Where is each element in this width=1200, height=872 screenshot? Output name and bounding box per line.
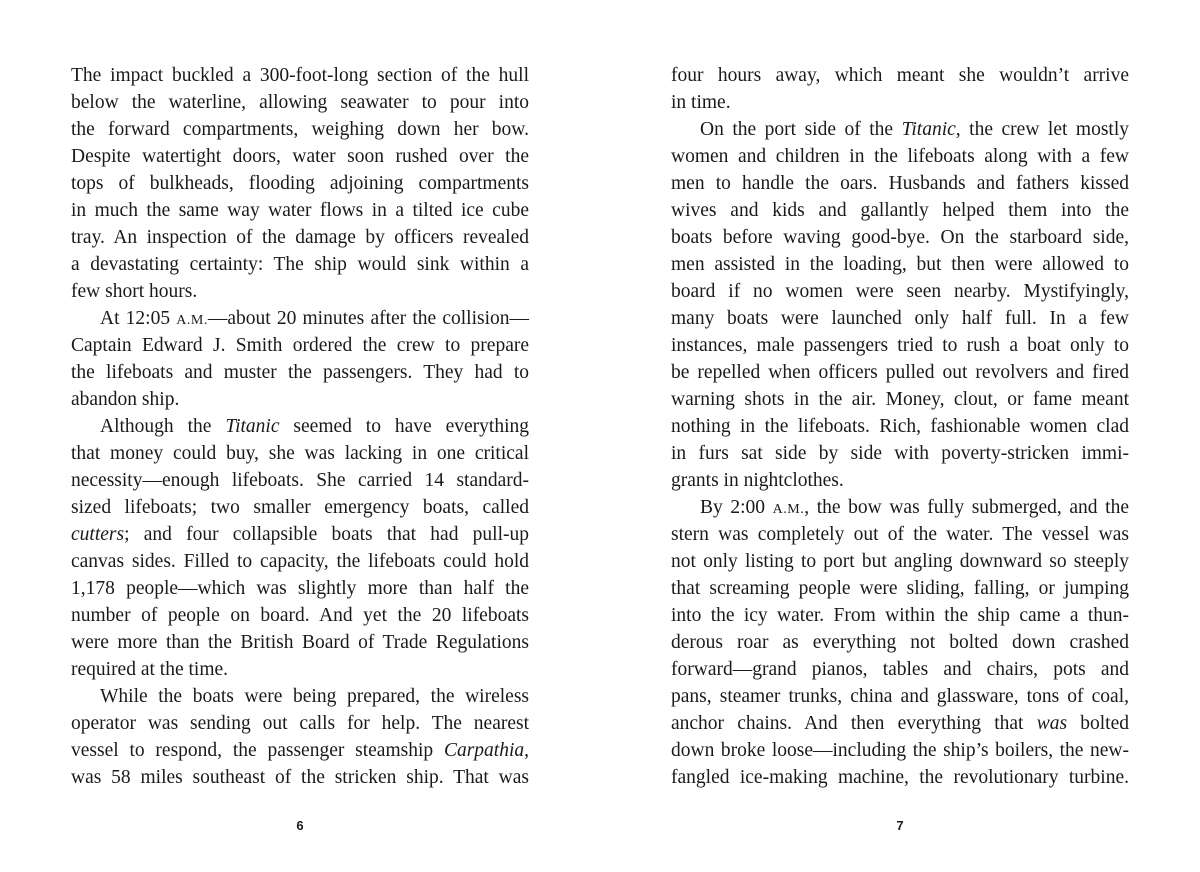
- text-run: ,: [524, 740, 529, 761]
- text-line: that screaming people were sliding, falling, or jumping: [671, 578, 1129, 599]
- text-line: [71, 737, 529, 764]
- text-line: [71, 521, 529, 548]
- text-line: canvas sides. Filled to capacity, the lifeboats could hold: [71, 551, 529, 572]
- text-line: few short hours.: [71, 281, 198, 302]
- text-line: many boats were launched only half full. In a few: [671, 308, 1129, 329]
- text-line: in furs sat side by side with poverty-stricken immi-: [671, 443, 1129, 464]
- text-line: boats before waving good-bye. On the starboard side,: [671, 227, 1129, 248]
- ship-name-italic: Titanic: [901, 119, 956, 140]
- text-line: four hours away, which meant she wouldn’t arrive: [671, 65, 1129, 86]
- text-line: necessity—enough lifeboats. She carried 14 standard-: [71, 470, 529, 491]
- text-line: the forward compartments, weighing down her bow.: [71, 119, 529, 140]
- text-run: seemed to have everything: [279, 416, 529, 437]
- text-line: The impact buckled a 300-foot-long section of the hull: [71, 65, 529, 86]
- text-line: the lifeboats and muster the passengers. They had to: [71, 362, 529, 383]
- text-run: anchor chains. And then everything that: [671, 713, 1037, 734]
- text-line: below the waterline, allowing seawater to pour into: [71, 92, 529, 113]
- text-line: tray. An inspection of the damage by officers revealed: [71, 227, 529, 248]
- text-line: in time.: [671, 92, 731, 113]
- small-caps-time: A.M.: [772, 502, 805, 517]
- text-run: vessel to respond, the passenger steamship: [71, 740, 444, 761]
- small-caps-time: A.M.: [176, 313, 208, 328]
- text-line: nothing in the lifeboats. Rich, fashionable women clad: [671, 416, 1129, 437]
- text-line: 1,178 people—which was slightly more than half the: [71, 578, 529, 599]
- text-line: a devastating certainty: The ship would sink within a: [71, 254, 529, 275]
- text-run: At 12:05: [100, 308, 177, 329]
- text-line: operator was sending out calls for help. The nearest: [71, 713, 529, 734]
- text-line: forward—grand pianos, tables and chairs, pots and: [671, 659, 1129, 680]
- text-line: Despite watertight doors, water soon rushed over the: [71, 146, 529, 167]
- emphasis-italic: was: [1036, 713, 1068, 734]
- text-run: bolted: [1067, 713, 1129, 734]
- text-line: abandon ship.: [71, 389, 180, 410]
- text-line: was 58 miles southeast of the stricken ship. That was: [71, 767, 529, 788]
- text-line: wives and kids and gallantly helped them into the: [671, 200, 1129, 221]
- text-line: While the boats were being prepared, the wireless: [100, 686, 529, 707]
- text-run: By 2:00: [700, 497, 773, 518]
- text-run: , the crew let mostly: [955, 119, 1130, 140]
- text-line: men assisted in the loading, but then were allowed to: [671, 254, 1129, 275]
- text-run: ; and four collapsible boats that had pull-up: [124, 524, 529, 545]
- text-line: tops of bulkheads, flooding adjoining compartments: [71, 173, 529, 194]
- text-line: stern was completely out of the water. The vessel was: [671, 524, 1129, 545]
- text-line: warning shots in the air. Money, clout, or fame meant: [671, 389, 1129, 410]
- right-page-text: [671, 62, 1129, 791]
- text-run: —about 20 minutes after the collision—: [207, 308, 529, 329]
- text-line: [671, 494, 1129, 521]
- term-italic: cutters: [71, 524, 125, 545]
- ship-name-italic: Carpathia: [443, 740, 525, 761]
- text-line: not only listing to port but angling downward so steeply: [671, 551, 1129, 572]
- left-page-text: [71, 62, 529, 791]
- text-line: into the icy water. From within the ship came a thun-: [671, 605, 1129, 626]
- text-line: in much the same way water flows in a tilted ice cube: [71, 200, 529, 221]
- text-line: men to handle the oars. Husbands and fathers kissed: [671, 173, 1129, 194]
- text-line: instances, male passengers tried to rush a boat only to: [671, 335, 1129, 356]
- text-run: , the bow was fully submerged, and the: [804, 497, 1129, 518]
- text-line: be repelled when officers pulled out revolvers and fired: [671, 362, 1129, 383]
- text-line: [71, 305, 529, 332]
- text-line: sized lifeboats; two smaller emergency boats, called: [71, 497, 529, 518]
- text-line: derous roar as everything not bolted down crashed: [671, 632, 1129, 653]
- text-line: number of people on board. And yet the 20 lifeboats: [71, 605, 529, 626]
- text-line: required at the time.: [71, 659, 229, 680]
- text-line: grants in nightclothes.: [671, 470, 844, 491]
- text-run: On the port side of the: [700, 119, 902, 140]
- text-line: fangled ice-making machine, the revolutionary turbine.: [671, 767, 1129, 788]
- text-line: women and children in the lifeboats along with a few: [671, 146, 1129, 167]
- text-line: [671, 116, 1129, 143]
- right-page: [600, 0, 1200, 872]
- text-line: were more than the British Board of Trade Regulations: [71, 632, 529, 653]
- ship-name-italic: Titanic: [225, 416, 280, 437]
- text-run: Although the: [100, 416, 226, 437]
- text-line: Captain Edward J. Smith ordered the crew to prepare: [71, 335, 529, 356]
- text-line: [71, 413, 529, 440]
- text-line: [671, 710, 1129, 737]
- text-line: that money could buy, she was lacking in one critical: [71, 443, 529, 464]
- page-number: 6: [296, 818, 304, 833]
- text-line: board if no women were seen nearby. Mystifyingly,: [671, 281, 1129, 302]
- text-line: pans, steamer trunks, china and glassware, tons of coal,: [671, 686, 1129, 707]
- page-number: 7: [896, 818, 904, 833]
- text-line: down broke loose—including the ship’s boilers, the new-: [671, 740, 1129, 761]
